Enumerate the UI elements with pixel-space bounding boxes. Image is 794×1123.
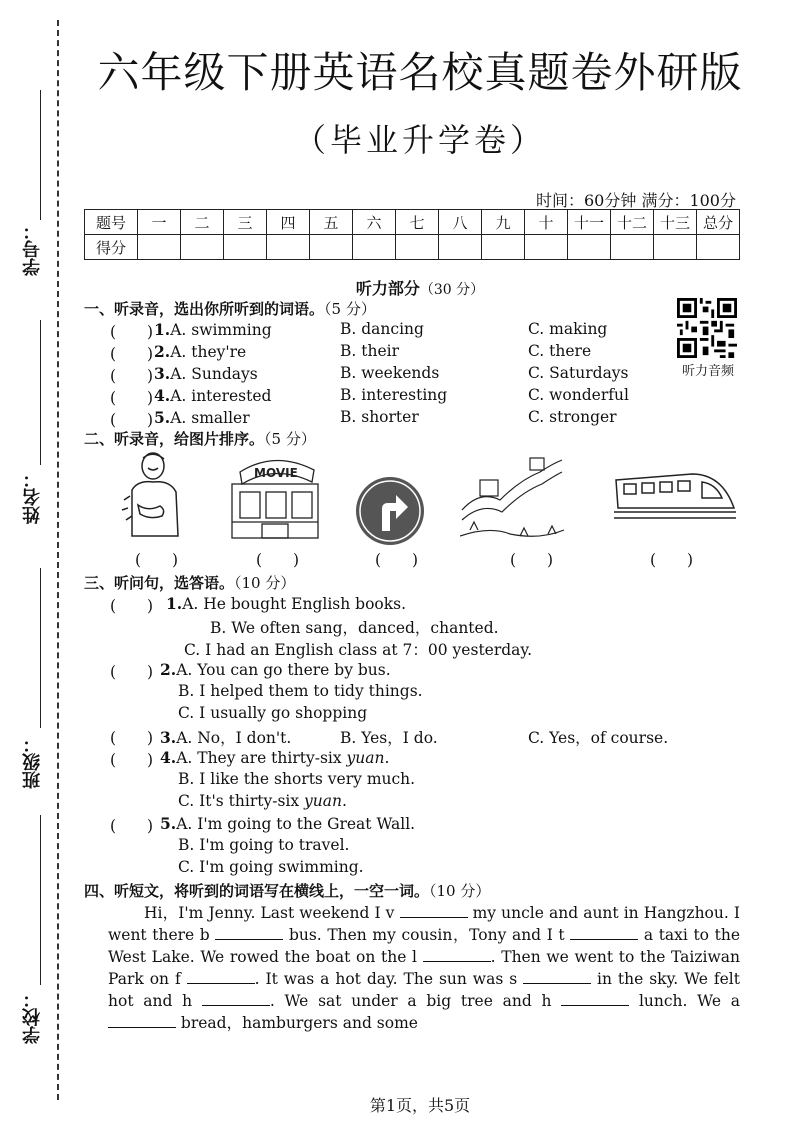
s1-option-a	[154, 408, 250, 427]
s3-q4-a-end: .	[384, 749, 390, 767]
s3-q2-paren[interactable]: ( )	[110, 663, 154, 681]
s3-q4-option-b: B. I like the shorts very much.	[178, 770, 416, 788]
class-label: 班级：	[22, 735, 43, 789]
s3-q5-paren[interactable]: ( )	[110, 817, 154, 835]
listening-heading	[60, 276, 780, 299]
score-header-cell: 九	[482, 210, 525, 235]
class-line[interactable]	[40, 568, 41, 728]
s1-answer-paren[interactable]: ( )	[110, 345, 154, 363]
s1-option-a	[154, 320, 272, 339]
name-line[interactable]	[40, 320, 41, 465]
picture-answer-4[interactable]: ( )	[510, 551, 554, 569]
s3-q4-option-c	[178, 792, 347, 810]
score-cell[interactable]	[396, 235, 439, 260]
s1-a-text: A. swimming	[170, 321, 272, 339]
name-label: 姓名：	[22, 470, 43, 524]
s3-q5-option-a	[160, 814, 415, 833]
score-table-header-row	[85, 210, 740, 235]
turn-right-sign-picture	[354, 475, 426, 547]
score-cell[interactable]	[267, 235, 310, 260]
train-picture	[612, 468, 738, 524]
section2-title	[84, 428, 316, 449]
section4-points: （10 分）	[429, 882, 491, 900]
score-header-cell: 三	[224, 210, 267, 235]
s3-q4-option-a	[160, 748, 389, 767]
s1-number: 3.	[154, 364, 171, 383]
s3-q1-option-c: C. I had an English class at 7：00 yesterday.	[184, 641, 533, 659]
s1-number: 5.	[154, 408, 171, 427]
s3-q2-option-c: C. I usually go shopping	[178, 704, 368, 722]
s3-q1-option-a	[166, 594, 406, 613]
school-line[interactable]	[40, 815, 41, 985]
s3-q1-number: 1.	[166, 594, 183, 613]
s3-q4-c-end: .	[342, 792, 347, 810]
score-row-label: 得分	[85, 235, 138, 260]
s3-q2-a-text: A. You can go there by bus.	[176, 661, 391, 679]
qr-code-icon[interactable]	[677, 298, 737, 358]
student-no-label: 学号：	[22, 222, 43, 276]
binding-dashed-line	[57, 20, 59, 1100]
listening-heading-text: 听力部分	[355, 279, 420, 298]
s3-q4-number: 4.	[160, 748, 177, 767]
s3-q3-option-a	[160, 726, 291, 748]
section4-title	[84, 880, 490, 901]
score-cell[interactable]	[654, 235, 697, 260]
s1-number: 4.	[154, 386, 171, 405]
student-no-line[interactable]	[40, 90, 41, 220]
s1-a-text: A. Sundays	[170, 365, 258, 383]
score-table-score-row	[85, 235, 740, 260]
blank-7[interactable]	[202, 991, 270, 1006]
s1-answer-paren[interactable]: ( )	[110, 323, 154, 341]
s1-a-text: A. interested	[170, 387, 272, 405]
s3-q1-a-text: A. He bought English books.	[182, 595, 407, 613]
s1-option-b: B. their	[340, 342, 399, 360]
s3-q4-a-text: A. They are thirty-six	[176, 749, 347, 767]
s1-option-b: B. interesting	[340, 386, 448, 404]
movie-theater-picture	[222, 450, 328, 542]
s1-option-c: C. there	[528, 342, 592, 360]
s1-option-c: C. wonderful	[528, 386, 629, 404]
s3-q1-paren[interactable]: ( )	[110, 597, 154, 615]
score-header-cell: 十三	[654, 210, 697, 235]
boy-stomachache-picture	[118, 450, 188, 540]
blank-8[interactable]	[561, 991, 629, 1006]
s1-answer-paren[interactable]: ( )	[110, 389, 154, 407]
qr-caption: 听力音频	[681, 364, 734, 379]
score-cell[interactable]	[697, 235, 740, 260]
s1-number: 1.	[154, 320, 171, 339]
s1-option-a	[154, 364, 258, 383]
school-label: 学校：	[22, 990, 43, 1044]
blank-3[interactable]	[570, 925, 638, 940]
score-header-cell: 总分	[697, 210, 740, 235]
section1-points: （5 分）	[324, 300, 376, 318]
s3-q4-paren[interactable]: ( )	[110, 751, 154, 769]
blank-6[interactable]	[523, 969, 591, 984]
score-header-cell: 四	[267, 210, 310, 235]
score-header-cell: 八	[439, 210, 482, 235]
s3-q4-c-text: C. It's thirty-six	[178, 792, 305, 810]
s3-q3-option-b: B. Yes，I do.	[340, 729, 438, 747]
blank-9[interactable]	[108, 1013, 176, 1028]
section3-title	[84, 572, 295, 593]
score-cell[interactable]	[525, 235, 568, 260]
picture-answer-1[interactable]: ( )	[135, 551, 179, 569]
score-cell[interactable]	[310, 235, 353, 260]
s1-option-c: C. making	[528, 320, 608, 338]
blank-5[interactable]	[187, 969, 255, 984]
blank-4[interactable]	[423, 947, 491, 962]
score-header-cell: 题号	[85, 210, 138, 235]
s3-q4-c-italic: yuan	[304, 792, 343, 810]
s3-q3-number: 3.	[160, 728, 177, 747]
section2-points: （5 分）	[264, 430, 316, 448]
s1-answer-paren[interactable]: ( )	[110, 367, 154, 385]
section1-title-text: 一、听录音，选出你所听到的词语。	[84, 300, 325, 318]
score-header-cell: 七	[396, 210, 439, 235]
score-header-cell: 十二	[611, 210, 654, 235]
score-cell[interactable]	[224, 235, 267, 260]
s3-q1-option-b: B. We often sang，danced，chanted.	[210, 619, 499, 637]
s1-option-b: B. weekends	[340, 364, 440, 382]
s1-option-c: C. stronger	[528, 408, 617, 426]
s1-answer-paren[interactable]: ( )	[110, 411, 154, 429]
s1-a-text: A. smaller	[170, 409, 250, 427]
s1-option-a	[154, 342, 246, 361]
time-info: 时间：60分钟 满分：100分	[536, 191, 736, 210]
score-cell[interactable]	[611, 235, 654, 260]
score-cell[interactable]	[568, 235, 611, 260]
s1-number: 2.	[154, 342, 171, 361]
page-footer: 第1页，共5页	[369, 1096, 471, 1115]
s1-a-text: A. they're	[170, 343, 247, 361]
svg-text:MOVIE: MOVIE	[254, 466, 298, 480]
picture-answer-2[interactable]: ( )	[256, 551, 300, 569]
blank-2[interactable]	[215, 925, 283, 940]
page-title: 六年级下册英语名校真题卷外研版	[97, 48, 743, 97]
score-cell[interactable]	[138, 235, 181, 260]
s3-q3-a-text: A. No，I don't.	[176, 729, 292, 747]
s3-q2-number: 2.	[160, 660, 177, 679]
listening-points: （30 分）	[419, 282, 485, 298]
great-wall-picture	[460, 450, 565, 542]
section2-title-text: 二、听录音，给图片排序。	[84, 430, 265, 448]
picture-answer-3[interactable]: ( )	[375, 551, 419, 569]
score-header-cell: 十一	[568, 210, 611, 235]
s3-q3-option-c: C. Yes，of course.	[528, 729, 669, 747]
section3-title-text: 三、听问句，选答语。	[84, 574, 235, 592]
s3-q5-a-text: A. I'm going to the Great Wall.	[176, 815, 416, 833]
s1-option-b: B. shorter	[340, 408, 419, 426]
s3-q5-option-c: C. I'm going swimming.	[178, 858, 364, 876]
blank-1[interactable]	[400, 903, 468, 918]
s3-q2-option-b: B. I helped them to tidy things.	[178, 682, 423, 700]
score-cell[interactable]	[439, 235, 482, 260]
passage-text: Hi，I'm Jenny. Last weekend I v my uncle and aunt in Hangzhou. I went there b bus. Then my cousin，Tony and I t a taxi to the West Lake. We rowed the boat on the l . Then we went to the Taiziwan Park on f . It was a hot day. The sun was s in the sky. We felt hot and h . We sat under a big tree and h lunch. We a bread，hamburgers and some	[108, 904, 740, 1032]
section4-passage	[108, 902, 740, 1034]
s3-q3-paren[interactable]: ( )	[110, 729, 154, 747]
score-cell[interactable]	[353, 235, 396, 260]
s3-q5-option-b: B. I'm going to travel.	[178, 836, 350, 854]
score-cell[interactable]	[482, 235, 525, 260]
s3-q2-option-a	[160, 660, 391, 679]
score-table	[84, 209, 740, 260]
section3-points: （10 分）	[234, 574, 296, 592]
section1-title	[84, 298, 376, 319]
s3-q5-number: 5.	[160, 814, 177, 833]
s1-option-c: C. Saturdays	[528, 364, 629, 382]
s1-option-b: B. dancing	[340, 320, 424, 338]
picture-answer-5[interactable]: ( )	[650, 551, 694, 569]
s1-option-a	[154, 386, 271, 405]
score-header-cell: 十	[525, 210, 568, 235]
score-header-cell: 六	[353, 210, 396, 235]
page-subtitle: （毕业升学卷）	[293, 121, 546, 159]
score-cell[interactable]	[181, 235, 224, 260]
score-header-cell: 一	[138, 210, 181, 235]
score-header-cell: 五	[310, 210, 353, 235]
score-header-cell: 二	[181, 210, 224, 235]
s3-q4-a-italic: yuan	[346, 749, 385, 767]
section4-title-text: 四、听短文，将听到的词语写在横线上，一空一词。	[84, 882, 430, 900]
